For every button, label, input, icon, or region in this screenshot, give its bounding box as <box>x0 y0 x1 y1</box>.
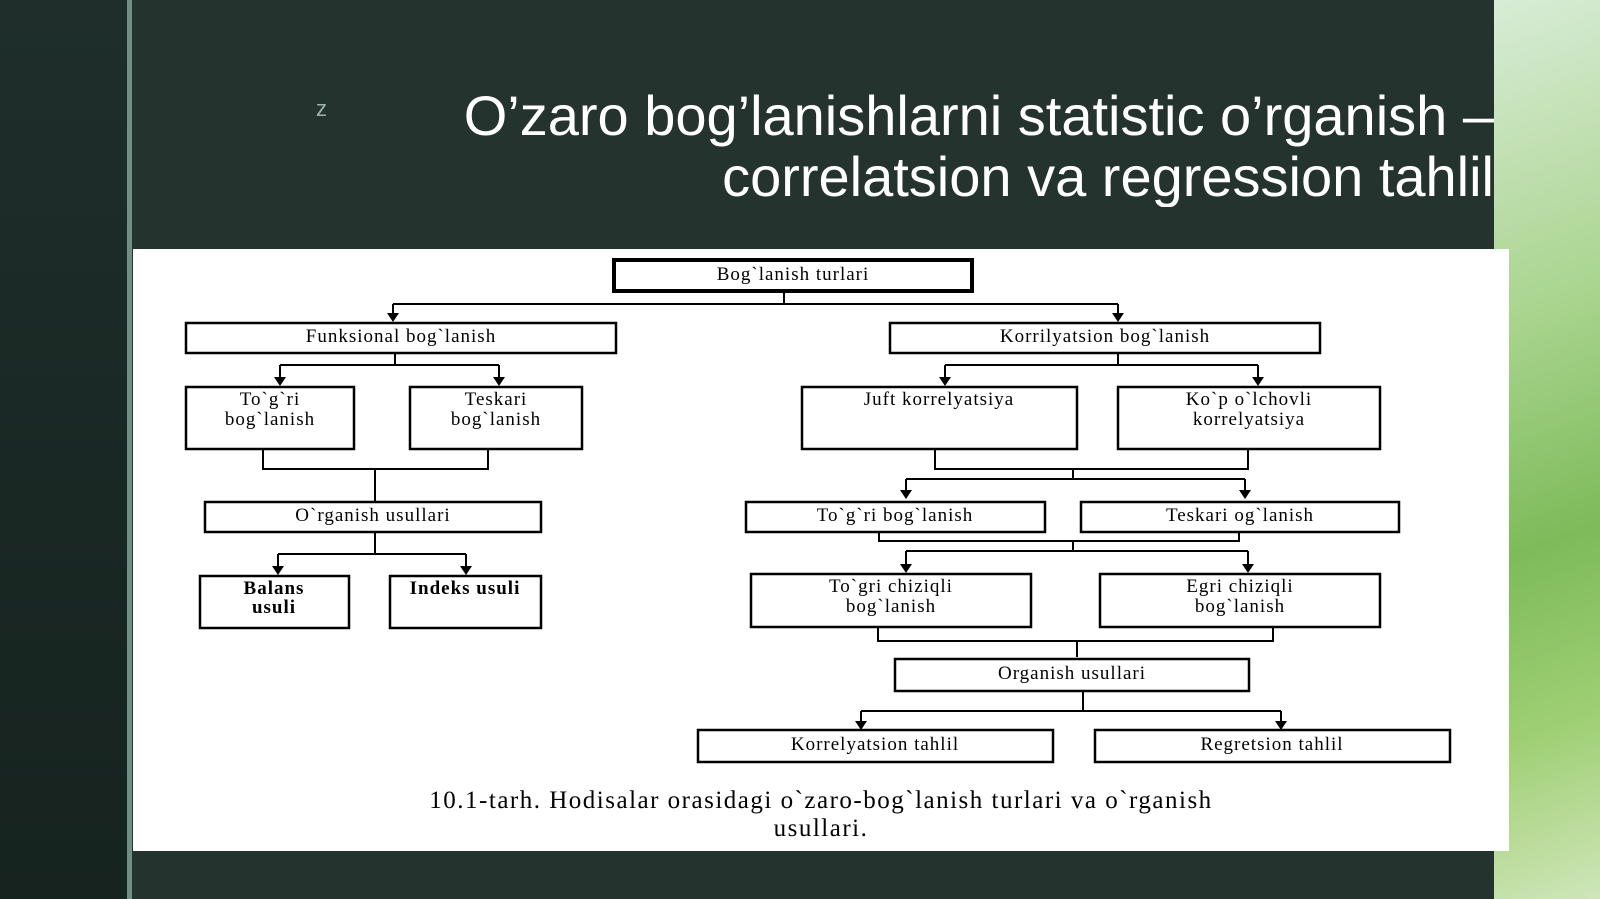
node-multi-correlation-line1: Ko`p o`lchovli <box>1185 389 1313 410</box>
node-correlation-direct-label: To`g`ri bog`lanish <box>816 505 974 526</box>
node-root-label: Bog`lanish turlari <box>716 264 870 285</box>
node-functional <box>186 323 616 353</box>
node-pair-correlation-label: Juft korrelyatsiya <box>863 389 1015 410</box>
slide-title-line-2: correlatsion va regression tahlil <box>722 145 1494 207</box>
arrowhead <box>900 564 912 573</box>
arrowhead <box>460 566 472 575</box>
node-functional-inverse-line1: Teskari <box>464 389 528 410</box>
arrowhead <box>1242 564 1254 573</box>
node-correlational-label: Korrilyatsion bog`lanish <box>999 326 1211 347</box>
node-correlation-methods <box>895 659 1249 691</box>
node-functional-methods <box>205 502 541 532</box>
node-correlation-direct <box>746 502 1045 532</box>
green-decor-panel <box>1494 0 1600 899</box>
diagram-figure <box>133 249 1509 851</box>
connector-root <box>393 291 1118 313</box>
connector-form <box>878 627 1273 657</box>
node-correlation-inverse <box>1081 502 1399 532</box>
connector-direction <box>879 532 1248 564</box>
arrowhead <box>1252 377 1264 386</box>
arrowhead <box>900 490 912 499</box>
node-multi-correlation-line2: korrelyatsiya <box>1192 409 1306 430</box>
node-pair-correlation <box>802 387 1077 449</box>
arrowhead <box>387 313 399 322</box>
node-functional-label: Funksional bog`lanish <box>305 326 497 347</box>
node-correlational <box>890 323 1320 353</box>
node-functional-inverse-line2: bog`lanish <box>450 409 542 430</box>
connector-analyses <box>861 691 1281 721</box>
arrowhead <box>1275 721 1287 730</box>
arrowhead <box>1239 490 1251 499</box>
node-functional-inverse <box>410 387 582 449</box>
node-method-index <box>390 576 541 628</box>
node-corr-analysis-label: Korrelyatsion tahlil <box>790 734 960 755</box>
figure-caption <box>133 787 1509 843</box>
node-curved-line1: Egri chiziqli <box>1186 576 1294 597</box>
corner-mark: z <box>316 96 327 121</box>
node-curved <box>1100 574 1380 627</box>
node-multi-correlation <box>1118 387 1380 449</box>
connector-functional <box>280 353 499 377</box>
node-functional-methods-label: O`rganish usullari <box>295 505 451 526</box>
slide-title <box>344 85 1494 207</box>
node-corr-analysis <box>698 730 1053 762</box>
node-correlation-methods-label: Organish usullari <box>997 663 1147 684</box>
node-functional-direct <box>186 387 354 449</box>
node-method-balance-line1: Balans <box>243 578 305 599</box>
diagram-canvas <box>133 249 1509 851</box>
node-method-index-label: Indeks usuli <box>409 578 521 599</box>
arrowhead <box>1112 313 1124 322</box>
connector-methods-children <box>278 532 466 566</box>
node-curved-line2: bog`lanish <box>1194 596 1286 617</box>
arrowhead <box>272 566 284 575</box>
slide-title-line-1: O’zaro bog’lanishlarni statistic o’rganish – <box>463 85 1494 147</box>
connector-functional-methods <box>263 449 488 502</box>
arrowhead <box>274 377 286 386</box>
node-linear-line1: To`gri chiziqli <box>829 576 953 597</box>
arrowhead <box>855 721 867 730</box>
arrowhead <box>939 377 951 386</box>
connector-correlational <box>945 353 1258 377</box>
node-method-balance <box>200 576 349 628</box>
node-linear-line2: bog`lanish <box>845 596 937 617</box>
node-functional-direct-line2: bog`lanish <box>224 409 316 430</box>
figure-caption-line-2: usullari. <box>773 815 869 842</box>
figure-caption-line-1: 10.1-tarh. Hodisalar orasidagi o`zaro-bog`lanish turlari va o`rganish <box>429 787 1213 814</box>
node-root <box>614 260 972 291</box>
left-dark-strip <box>0 0 127 899</box>
node-functional-direct-line1: To`g`ri <box>239 389 301 410</box>
connector-correlation-types <box>906 449 1248 490</box>
node-method-balance-line2: usuli <box>251 597 297 618</box>
node-correlation-inverse-label: Teskari og`lanish <box>1165 505 1315 526</box>
node-regr-analysis <box>1095 730 1450 762</box>
arrowhead <box>493 377 505 386</box>
node-linear <box>751 574 1031 627</box>
node-regr-analysis-label: Regretsion tahlil <box>1200 734 1344 755</box>
